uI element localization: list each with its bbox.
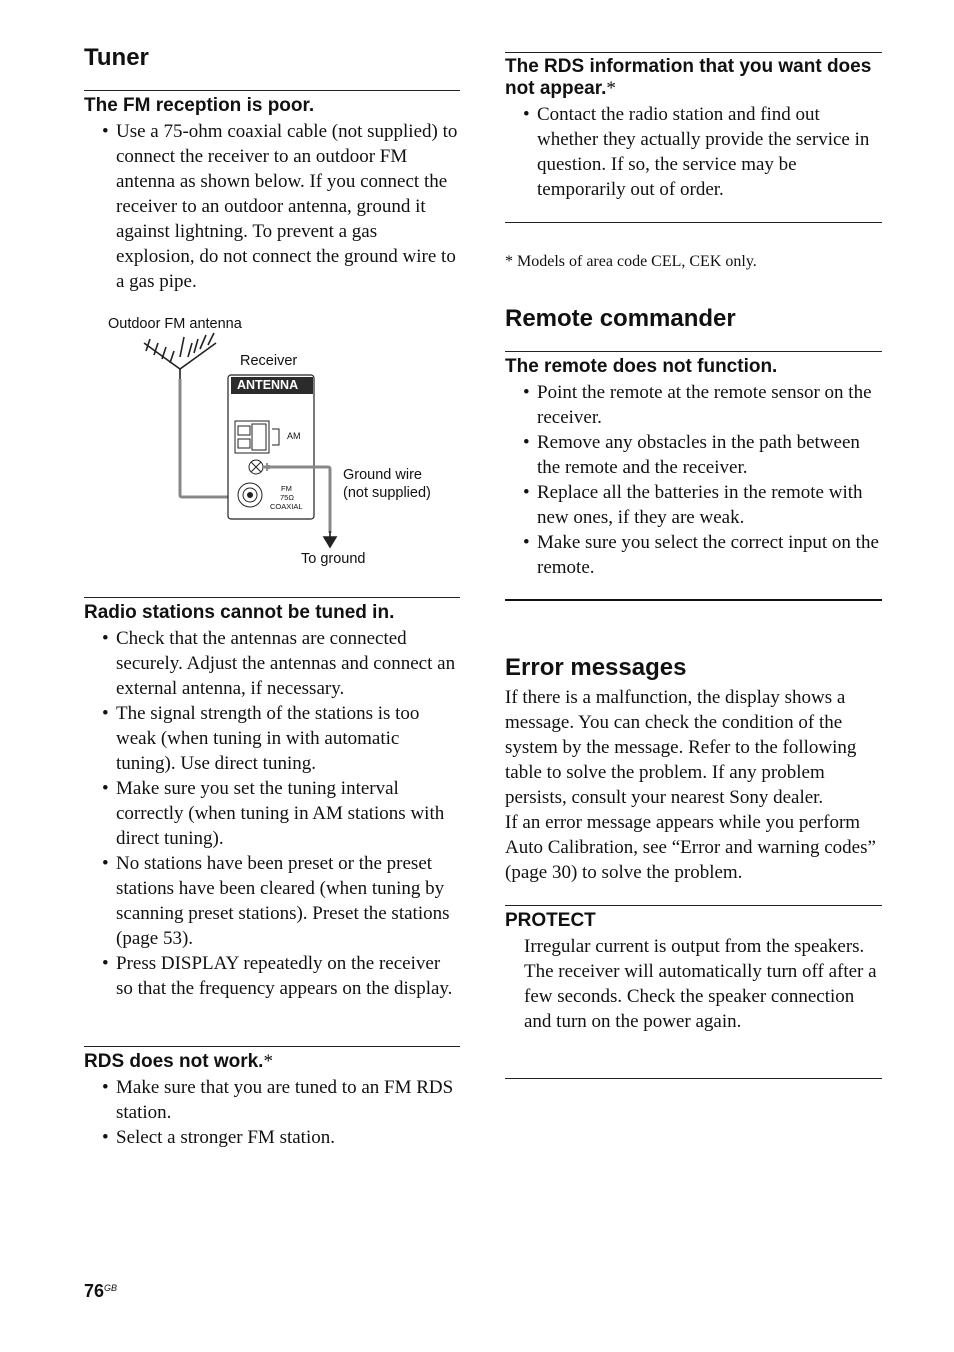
receiver-label: Receiver	[240, 353, 298, 369]
list-item: • Replace all the batteries in the remote with new ones, if they are weak.	[537, 480, 882, 530]
antenna-diagram-lines	[84, 305, 460, 575]
rds-not-work-star: *	[263, 1051, 273, 1072]
list-item: • Make sure you set the tuning interval correctly (when tuning in AM stations with direct tuning).	[116, 776, 460, 851]
page-number-value: 76	[84, 1281, 105, 1301]
rds-info-star: *	[606, 78, 616, 99]
remote-list	[505, 380, 882, 580]
page-number-suffix: GB	[104, 1283, 118, 1293]
antenna-diagram	[84, 305, 460, 575]
errors-intro-paragraph-1: If there is a malfunction, the display shows a message. You can check the condition of the system by the message. Refer to the following table to solve the problem. If any problem persists, consult your nearest Sony dealer.	[505, 687, 857, 808]
rds-info-heading-text: The RDS information that you want does not appear.	[505, 56, 872, 99]
rds-not-work-heading	[84, 1047, 460, 1073]
fm-reception-list	[84, 119, 460, 294]
outdoor-antenna-label: Outdoor FM antenna	[108, 316, 242, 332]
page-number	[84, 1281, 117, 1302]
fm-ohm-label: 75Ω	[280, 493, 294, 502]
section-title-tuner: Tuner	[84, 44, 149, 71]
list-item: • Make sure that you are tuned to an FM RDS station.	[116, 1075, 460, 1125]
fm-reception-heading: The FM reception is poor.	[84, 95, 315, 116]
fm-coaxial-label: COAXIAL	[270, 502, 303, 511]
list-item: • Press DISPLAY repeatedly on the receiver so that the frequency appears on the display.	[116, 951, 460, 1001]
divider	[505, 599, 882, 601]
divider	[505, 1078, 882, 1079]
section-title-remote: Remote commander	[505, 305, 736, 332]
rds-info-heading	[505, 53, 882, 100]
list-item: • The signal strength of the stations is too weak (when tuning in with automatic tuning). Use direct tuning.	[116, 701, 460, 776]
fm-label: FM	[281, 484, 292, 493]
errors-intro	[505, 685, 882, 885]
section-title-errors: Error messages	[505, 654, 687, 681]
list-item: • Check that the antennas are connected securely. Adjust the antennas and connect an external antenna, if necessary.	[116, 626, 460, 701]
cannot-tune-list	[84, 626, 460, 1001]
list-item: • No stations have been preset or the preset stations have been cleared (when tuning by scanning preset stations). Preset the stations (page 53).	[116, 851, 460, 951]
ground-wire-note: (not supplied)	[343, 485, 431, 501]
protect-block	[505, 905, 882, 1034]
cannot-tune-block	[84, 597, 460, 1001]
protect-heading: PROTECT	[505, 910, 596, 931]
rds-info-list	[505, 102, 882, 202]
remote-block	[505, 351, 882, 580]
list-item: • Contact the radio station and find out whether they actually provide the service in question. If so, the service may be temporarily out of order.	[537, 102, 882, 202]
receiver-panel	[228, 375, 314, 519]
list-item: • Use a 75-ohm coaxial cable (not supplied) to connect the receiver to an outdoor FM antenna as shown below. If you connect the receiver to an outdoor antenna, ground it against lightning. To prevent a gas explosion, do not connect the ground wire to a gas pipe.	[116, 119, 460, 294]
cannot-tune-heading: Radio stations cannot be tuned in.	[84, 602, 395, 623]
to-ground-label: To ground	[301, 551, 366, 567]
errors-intro-paragraph-2: If an error message appears while you perform Auto Calibration, see “Error and warning codes” (page 30) to solve the problem.	[505, 812, 876, 883]
list-item: • Point the remote at the remote sensor on the receiver.	[537, 380, 882, 430]
ground-wire-label: Ground wire	[343, 467, 422, 483]
am-label: AM	[287, 431, 301, 441]
footnote: * Models of area code CEL, CEK only.	[505, 253, 757, 270]
list-item: • Remove any obstacles in the path between the remote and the receiver.	[537, 430, 882, 480]
antenna-panel-label: ANTENNA	[237, 378, 299, 392]
rds-info-block	[505, 52, 882, 202]
outdoor-antenna-icon	[144, 333, 216, 379]
list-item: • Make sure you select the correct input on the remote.	[537, 530, 882, 580]
rds-not-work-heading-text: RDS does not work.	[84, 1051, 264, 1072]
remote-heading: The remote does not function.	[505, 356, 778, 377]
protect-text: Irregular current is output from the speakers. The receiver will automatically turn off after a few seconds. Check the speaker connection and turn on the power again.	[524, 936, 877, 1032]
rds-not-work-block	[84, 1046, 460, 1150]
divider	[505, 222, 882, 223]
fm-reception-block	[84, 90, 460, 294]
list-item: • Select a stronger FM station.	[116, 1125, 460, 1150]
rds-not-work-list	[84, 1075, 460, 1150]
ground-arrow-icon	[324, 531, 336, 547]
